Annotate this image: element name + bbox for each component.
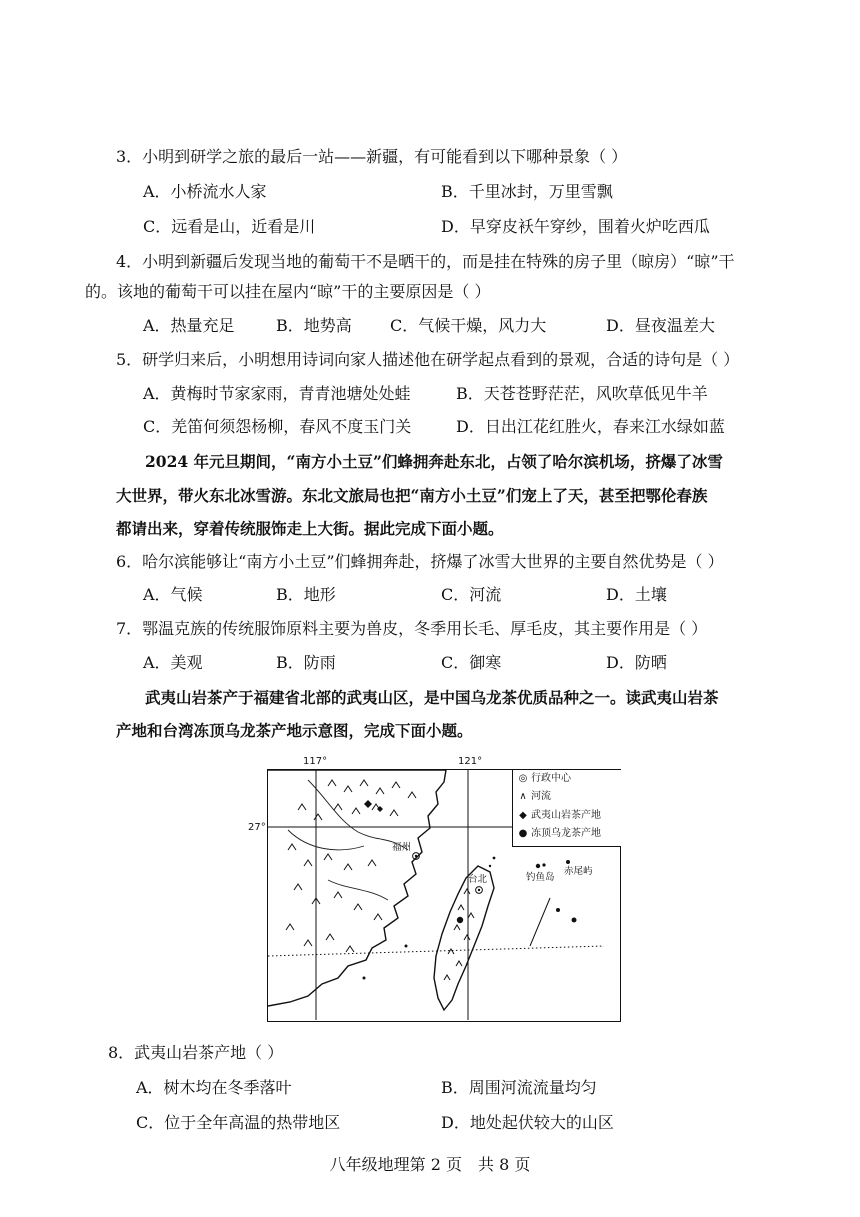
q3-option-c[interactable]: C．远看是山，近看是川	[143, 217, 316, 236]
q8-stem: 8．武夷山岩茶产地（ ）	[108, 1043, 284, 1062]
q6-option-c[interactable]: C．河流	[441, 585, 502, 604]
legend-river: ∧ 河流	[517, 791, 551, 803]
q4-stem-line1: 4．小明到新疆后发现当地的葡萄干不是晒干的，而是挂在特殊的房子里（晾房）“晾”干	[116, 252, 735, 271]
page-footer: 八年级地理第 2 页 共 8 页	[329, 1155, 531, 1174]
q6-option-a[interactable]: A．气候	[143, 585, 203, 604]
q8-option-c[interactable]: C．位于全年高温的热带地区	[136, 1113, 341, 1132]
map-lat-27-label: 27°	[248, 822, 266, 833]
map-legend	[512, 770, 621, 847]
islet-dot	[489, 865, 491, 867]
diamond-icon: ◆	[519, 810, 527, 821]
wuyi-tea-markers	[364, 800, 383, 812]
q7-option-b[interactable]: B．防雨	[276, 653, 336, 672]
q6-option-d[interactable]: D．土壤	[606, 585, 667, 604]
q4-option-d[interactable]: D．昼夜温差大	[606, 316, 715, 335]
taiwan-island	[434, 866, 494, 1010]
q3-option-b[interactable]: B．千里冰封，万里雪飘	[441, 182, 613, 201]
mainland-coastline	[268, 770, 446, 1006]
place-chiwei: 赤尾屿	[564, 866, 593, 877]
q5-stem: 5．研学归来后，小明想用诗词向家人描述他在研学起点看到的景观，合适的诗句是（ ）	[116, 350, 740, 369]
diaoyu-island-dot	[536, 864, 540, 868]
q4-option-b[interactable]: B．地势高	[276, 316, 352, 335]
q7-stem: 7．鄂温克族的传统服饰原料主要为兽皮，冬季用长毛、厚毛皮，其主要作用是（ ）	[116, 619, 708, 638]
map-lon-117-label: 117°	[303, 756, 328, 767]
q4-option-a[interactable]: A．热量充足	[143, 316, 235, 335]
map-lon-121-label: 121°	[458, 756, 483, 767]
q6-stem: 6．哈尔滨能够让“南方小土豆”们蜂拥奔赴，挤爆了冰雪大世界的主要自然优势是（ ）	[116, 552, 724, 571]
place-taibei: 台北	[468, 874, 488, 885]
river-branch-1	[288, 830, 364, 850]
admin-center-icon: ◎	[518, 773, 528, 784]
q4-stem-line2: 的。该地的葡萄干可以挂在屋内“晾”干的主要原因是（ ）	[85, 282, 491, 301]
q8-option-a[interactable]: A．树木均在冬季落叶	[136, 1078, 292, 1097]
q6-option-b[interactable]: B．地形	[276, 585, 336, 604]
q3-stem: 3．小明到研学之旅的最后一站——新疆，有可能看到以下哪种景象（ ）	[116, 147, 628, 166]
q8-option-d[interactable]: D．地处起伏较大的山区	[441, 1113, 614, 1132]
river-branch-2	[328, 880, 388, 900]
q3-option-d[interactable]: D．早穿皮袄午穿纱，围着火炉吃西瓜	[441, 217, 710, 236]
passage1-line1: 2024 年元旦期间，“南方小土豆”们蜂拥奔赴东北，占领了哈尔滨机场，挤爆了冰雪	[145, 452, 723, 471]
passage1-line3: 都请出来，穿着传统服饰走上大街。据此完成下面小题。	[116, 519, 504, 538]
q7-option-d[interactable]: D．防晒	[606, 653, 667, 672]
diaoyu-island-dot-2	[542, 863, 545, 866]
place-fuzhou: 福州	[392, 842, 412, 853]
q8-option-b[interactable]: B．周围河流流量均匀	[441, 1078, 597, 1097]
river-icon: ∧	[519, 791, 527, 802]
islet-dot	[405, 945, 408, 948]
place-diaoyu: 钓鱼岛	[526, 872, 555, 883]
q5-option-c[interactable]: C．羌笛何须怨杨柳，春风不度玉门关	[143, 417, 412, 436]
filled-circle-icon: ●	[518, 828, 528, 839]
passage2-line1: 武夷山岩茶产于福建省北部的武夷山区，是中国乌龙茶优质品种之一。读武夷山岩茶	[145, 688, 719, 707]
island-chain-line	[530, 898, 550, 946]
chiwei-island-dot	[566, 860, 570, 864]
q7-option-a[interactable]: A．美观	[143, 653, 203, 672]
islet-dot	[363, 977, 366, 980]
min-river	[308, 780, 408, 850]
q5-option-a[interactable]: A．黄梅时节家家雨，青青池塘处处蛙	[143, 384, 411, 403]
q4-option-c[interactable]: C．气候干燥，风力大	[390, 316, 547, 335]
q5-option-b[interactable]: B．天苍苍野茫茫，风吹草低见牛羊	[456, 384, 708, 403]
q3-option-a[interactable]: A．小桥流水人家	[143, 182, 267, 201]
q7-option-c[interactable]: C．御寒	[441, 653, 502, 672]
legend-wuyi-tea: ◆ 武夷山岩茶产地	[517, 810, 601, 822]
q5-option-d[interactable]: D．日出江花红胜火，春来江水绿如蓝	[456, 417, 725, 436]
islet-dot	[493, 857, 496, 860]
legend-admin-center: ◎ 行政中心	[518, 773, 571, 784]
passage1-line2: 大世界，带火东北冰雪游。东北文旅局也把“南方小土豆”们宠上了天，甚至把鄂伦春族	[116, 486, 708, 505]
islet-dot	[556, 908, 560, 912]
passage2-line2: 产地和台湾冻顶乌龙茶产地示意图，完成下面小题。	[116, 721, 473, 740]
islet-dot	[572, 918, 577, 923]
tea-region-map	[267, 769, 621, 1022]
legend-dongding-tea: ● 冻顶乌龙茶产地	[518, 828, 601, 839]
dongding-tea-marker	[457, 917, 463, 923]
